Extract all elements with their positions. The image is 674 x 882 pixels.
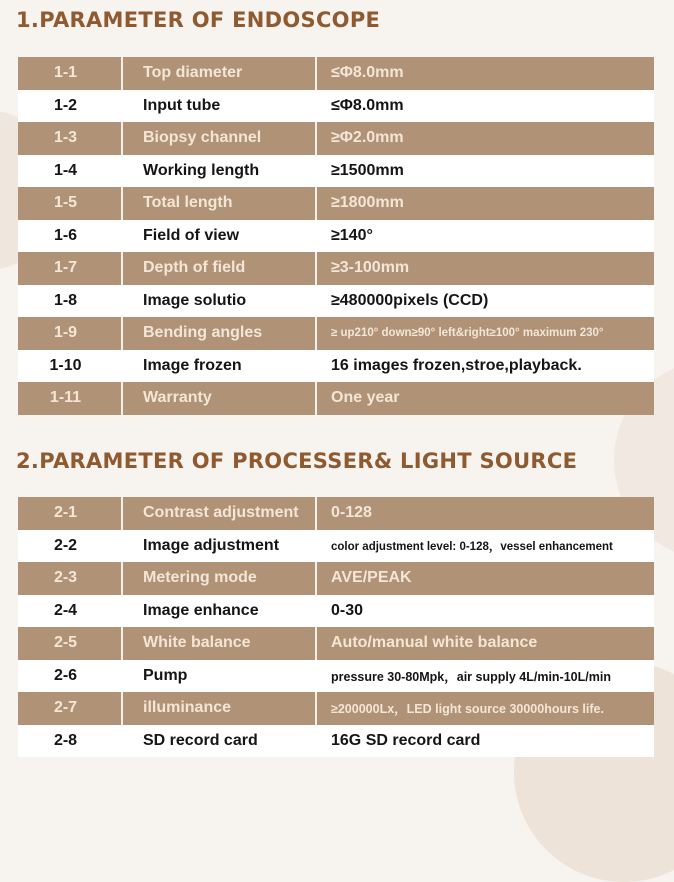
table-row	[18, 90, 654, 123]
row-number: 2-5	[18, 627, 122, 660]
row-number: 1-7	[18, 252, 122, 285]
parameter-value: color adjustment level: 0-128，vessel enhancement	[316, 530, 654, 563]
row-number: 2-4	[18, 595, 122, 628]
table-row	[18, 497, 654, 530]
parameter-name: Biopsy channel	[122, 122, 316, 155]
parameter-value: ≥1500mm	[316, 155, 654, 188]
section-title-processor-light-source: 2.PARAMETER OF PROCESSER& LIGHT SOURCE	[16, 449, 578, 473]
parameter-name: Image enhance	[122, 595, 316, 628]
parameter-name: Image frozen	[122, 350, 316, 383]
row-number: 1-10	[18, 350, 122, 383]
table-row	[18, 530, 654, 563]
parameter-name: White balance	[122, 627, 316, 660]
parameter-value: pressure 30-80Mpk，air supply 4L/min-10L/min	[316, 660, 654, 693]
table-row	[18, 155, 654, 188]
table-row	[18, 562, 654, 595]
row-number: 1-1	[18, 57, 122, 90]
parameter-value: ≥1800mm	[316, 187, 654, 220]
row-number: 1-4	[18, 155, 122, 188]
parameter-name: Field of view	[122, 220, 316, 253]
parameter-name: illuminance	[122, 692, 316, 725]
parameter-name: Warranty	[122, 382, 316, 415]
parameter-value: 16G SD record card	[316, 725, 654, 758]
row-number: 1-6	[18, 220, 122, 253]
row-number: 1-2	[18, 90, 122, 123]
row-number: 2-8	[18, 725, 122, 758]
row-number: 1-5	[18, 187, 122, 220]
table-row	[18, 595, 654, 628]
parameter-name: Image solutio	[122, 285, 316, 318]
table-row	[18, 252, 654, 285]
parameter-name: Working length	[122, 155, 316, 188]
parameter-value: ≥480000pixels (CCD)	[316, 285, 654, 318]
processor-parameter-table	[18, 497, 654, 757]
parameter-name: Total length	[122, 187, 316, 220]
parameter-value: ≤Φ8.0mm	[316, 90, 654, 123]
parameter-name: Input tube	[122, 90, 316, 123]
parameter-value: ≥140°	[316, 220, 654, 253]
row-number: 2-1	[18, 497, 122, 530]
row-number: 2-7	[18, 692, 122, 725]
table-row	[18, 57, 654, 90]
parameter-value: 0-30	[316, 595, 654, 628]
endoscope-parameter-table	[18, 57, 654, 415]
parameter-name: Depth of field	[122, 252, 316, 285]
table-row	[18, 350, 654, 383]
parameter-value: ≥Φ2.0mm	[316, 122, 654, 155]
table-row	[18, 692, 654, 725]
parameter-value: 0-128	[316, 497, 654, 530]
row-number: 2-3	[18, 562, 122, 595]
parameter-value: ≤Φ8.0mm	[316, 57, 654, 90]
table-row	[18, 660, 654, 693]
parameter-value: Auto/manual white balance	[316, 627, 654, 660]
row-number: 2-2	[18, 530, 122, 563]
table-row	[18, 627, 654, 660]
section-title-endoscope: 1.PARAMETER OF ENDOSCOPE	[16, 8, 381, 32]
row-number: 1-11	[18, 382, 122, 415]
parameter-name: Bending angles	[122, 317, 316, 350]
table-row	[18, 317, 654, 350]
parameter-value: 16 images frozen,stroe,playback.	[316, 350, 654, 383]
parameter-name: Metering mode	[122, 562, 316, 595]
table-row	[18, 285, 654, 318]
row-number: 1-8	[18, 285, 122, 318]
parameter-value: One year	[316, 382, 654, 415]
table-row	[18, 725, 654, 758]
parameter-name: SD record card	[122, 725, 316, 758]
parameter-name: Image adjustment	[122, 530, 316, 563]
parameter-value: ≥ up210° down≥90° left&right≥100° maximum 230°	[316, 317, 654, 350]
table-row	[18, 382, 654, 415]
table-row	[18, 187, 654, 220]
parameter-name: Top diameter	[122, 57, 316, 90]
parameter-value: AVE/PEAK	[316, 562, 654, 595]
table-row	[18, 122, 654, 155]
parameter-name: Pump	[122, 660, 316, 693]
parameter-value: ≥3-100mm	[316, 252, 654, 285]
row-number: 1-9	[18, 317, 122, 350]
row-number: 2-6	[18, 660, 122, 693]
parameter-name: Contrast adjustment	[122, 497, 316, 530]
row-number: 1-3	[18, 122, 122, 155]
table-row	[18, 220, 654, 253]
parameter-value: ≥200000Lx，LED light source 30000hours life.	[316, 692, 654, 725]
